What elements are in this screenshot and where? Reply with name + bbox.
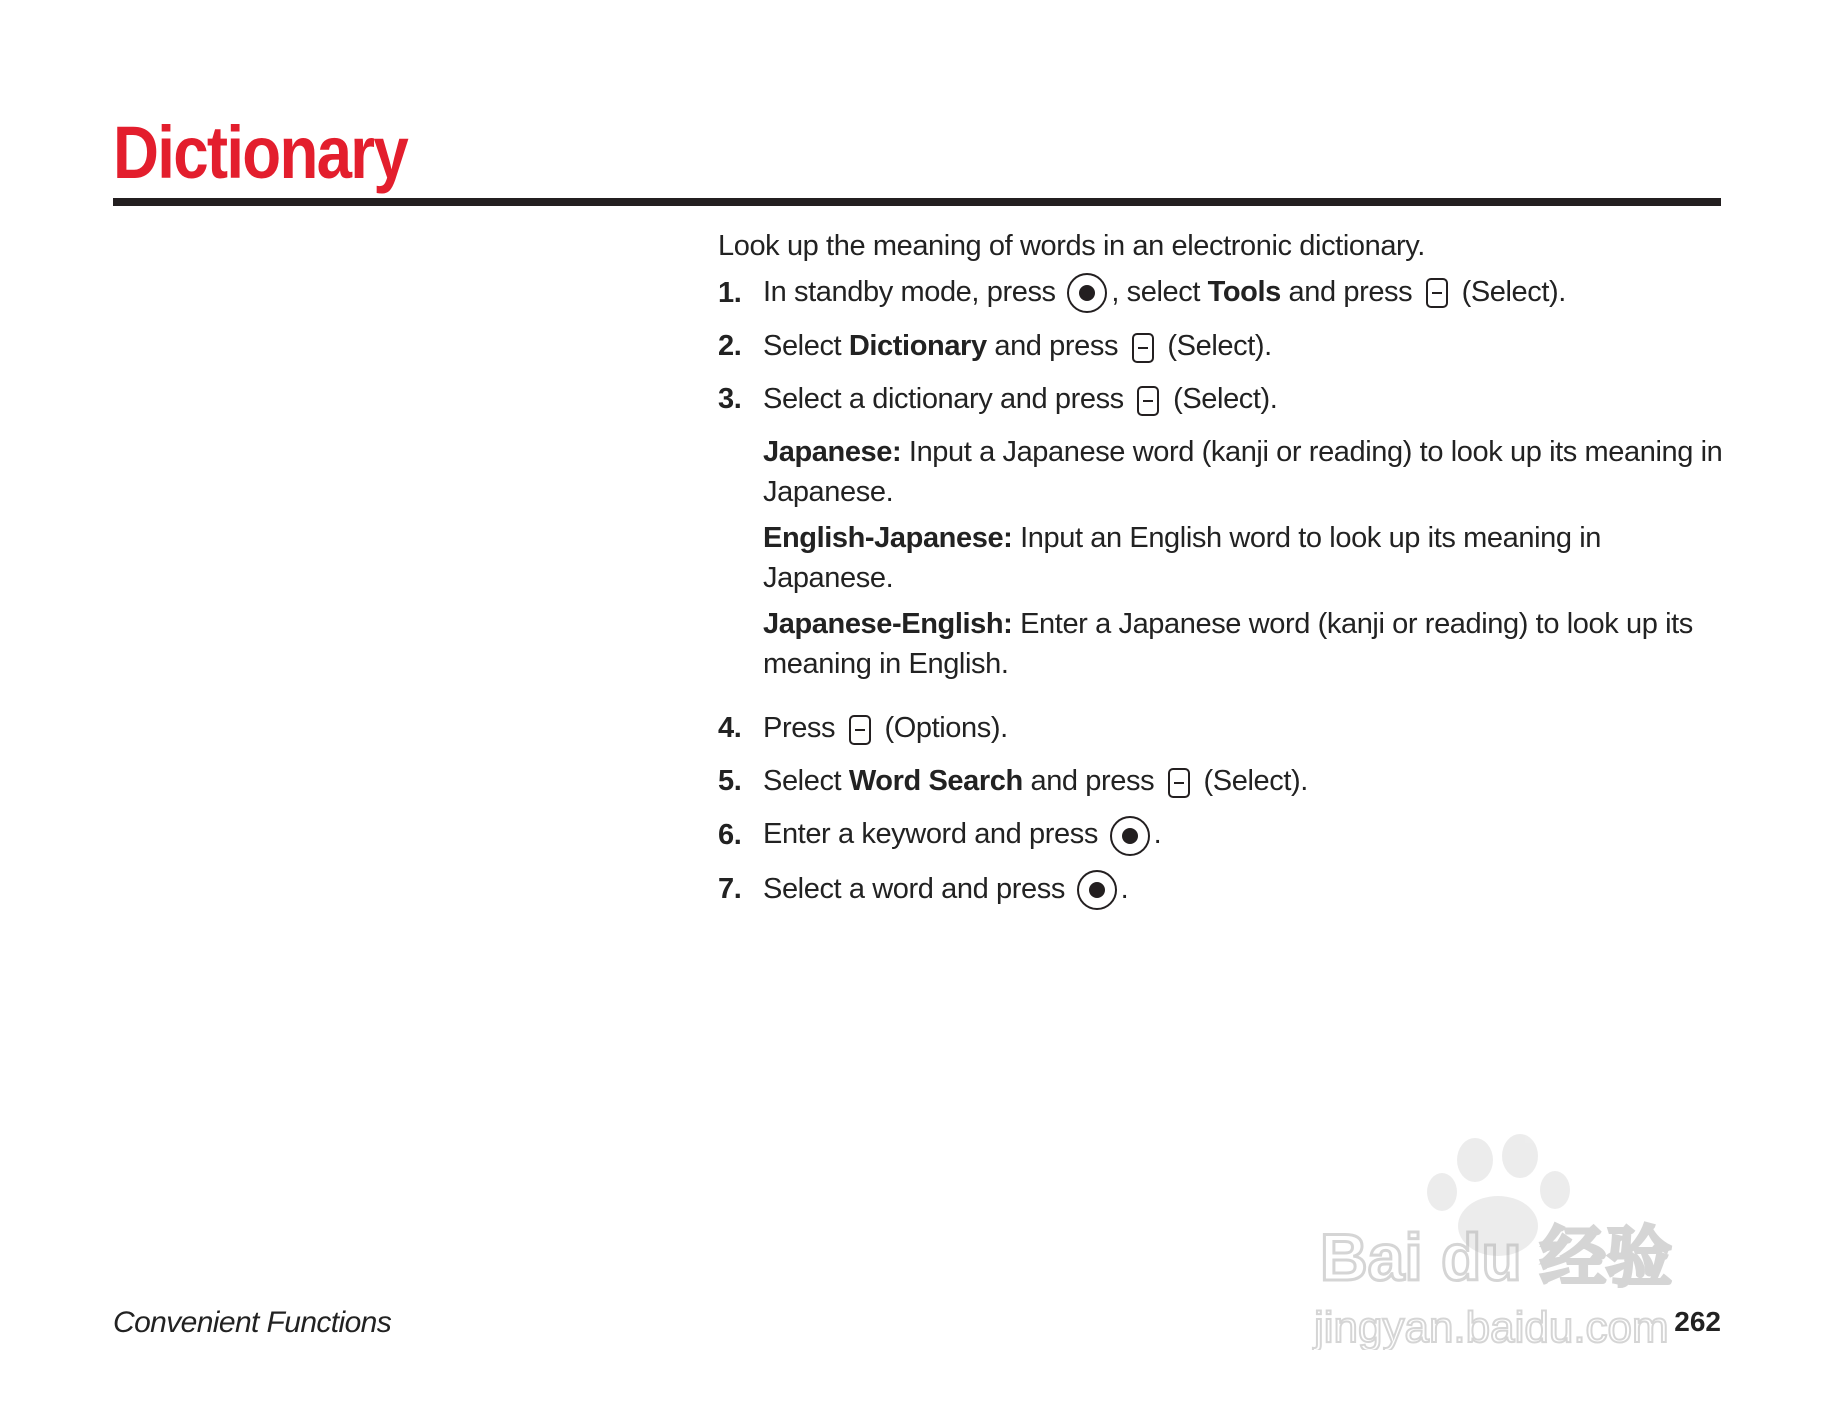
intro-text: Look up the meaning of words in an electronic dictionary. <box>718 230 1425 262</box>
steps-list <box>718 272 1728 419</box>
dictionary-type-entry <box>763 518 1728 598</box>
step-text-run: Select <box>763 765 849 798</box>
step-text-run: Select a dictionary and press <box>763 383 1132 416</box>
footer-section-name: Convenient Functions <box>113 1306 392 1339</box>
step-item <box>718 761 1728 801</box>
step-text-run: (Select). <box>1453 276 1566 308</box>
step-text <box>763 379 1277 419</box>
soft-key-dash <box>855 729 865 731</box>
dictionary-type-name: English-Japanese: <box>763 522 1013 555</box>
step-text <box>763 326 1272 366</box>
step-item <box>718 869 1728 910</box>
step-number: 3. <box>718 383 742 416</box>
step-text-run: and press <box>1022 765 1162 798</box>
step-text-run: and press <box>1280 276 1420 308</box>
step-text <box>763 272 1566 313</box>
step-text-run: Select a word and press <box>763 872 1073 905</box>
step-item <box>718 814 1728 855</box>
step-item <box>718 326 1728 366</box>
dictionary-type-entry <box>763 432 1728 512</box>
soft-key-icon <box>1168 768 1190 798</box>
dictionary-type-description: Enter a Japanese word (kanji or reading) to look up its meaning in English. <box>763 608 1693 681</box>
watermark-url: jingyan.baidu.com <box>1314 1303 1669 1350</box>
step-text-run: and press <box>986 330 1126 363</box>
step-text-run: In standby mode, press <box>763 276 1064 308</box>
step-text <box>763 869 1128 910</box>
dictionary-types <box>763 432 1728 684</box>
dictionary-type-description: Input an English word to look up its meaning in Japanese. <box>763 522 1602 595</box>
soft-key-dash <box>1138 347 1148 349</box>
page-number: 262 <box>1674 1306 1721 1337</box>
step-number: 2. <box>718 330 742 363</box>
soft-key-icon <box>1137 386 1159 416</box>
step-bold-term: Tools <box>1207 276 1281 308</box>
center-key-dot <box>1079 285 1095 301</box>
baidu-watermark <box>1300 1130 1730 1350</box>
step-text-run: (Select). <box>1165 383 1278 416</box>
step-text-run: Select <box>763 330 849 363</box>
step-item <box>718 379 1728 419</box>
center-key-icon <box>1110 816 1150 856</box>
watermark-brand: Bai du 经验 <box>1320 1220 1673 1294</box>
soft-key-dash <box>1174 782 1184 784</box>
step-text <box>763 814 1161 855</box>
steps-list-continued <box>718 708 1728 910</box>
dictionary-type-name: Japanese: <box>763 436 902 469</box>
center-key-dot <box>1089 882 1105 898</box>
step-text <box>763 761 1308 801</box>
step-bold-term: Dictionary <box>848 330 987 363</box>
dictionary-type-entry <box>763 604 1728 684</box>
step-item <box>718 272 1728 313</box>
step-item <box>718 708 1728 748</box>
step-text-run: . <box>1120 872 1129 905</box>
step-number: 5. <box>718 765 742 798</box>
dictionary-type-name: Japanese-English: <box>763 608 1013 641</box>
step-number: 6. <box>718 819 742 852</box>
soft-key-dash <box>1432 292 1442 294</box>
center-key-dot <box>1122 828 1138 844</box>
step-number: 4. <box>718 712 742 745</box>
soft-key-icon <box>1132 333 1154 363</box>
page-title: Dictionary <box>113 111 408 194</box>
step-text <box>763 708 1008 748</box>
step-number: 1. <box>718 276 742 309</box>
step-text-run: . <box>1153 818 1162 851</box>
step-text-run: (Select). <box>1195 765 1308 798</box>
soft-key-icon <box>1426 278 1448 308</box>
step-text-run: Press <box>763 712 843 745</box>
soft-key-dash <box>1143 400 1153 402</box>
step-text-run: Enter a keyword and press <box>763 818 1106 851</box>
step-text-run: (Select). <box>1159 330 1272 363</box>
step-number: 7. <box>718 873 742 906</box>
step-bold-term: Word Search <box>848 765 1023 798</box>
title-divider <box>113 198 1721 206</box>
center-key-icon <box>1077 870 1117 910</box>
soft-key-icon <box>849 715 871 745</box>
step-text-run: , select <box>1111 276 1208 308</box>
step-text-run: (Options). <box>876 712 1008 745</box>
center-key-icon <box>1067 273 1107 313</box>
dictionary-type-description: Input a Japanese word (kanji or reading) to look up its meaning in Japanese. <box>763 436 1723 509</box>
main-content <box>718 226 1728 923</box>
